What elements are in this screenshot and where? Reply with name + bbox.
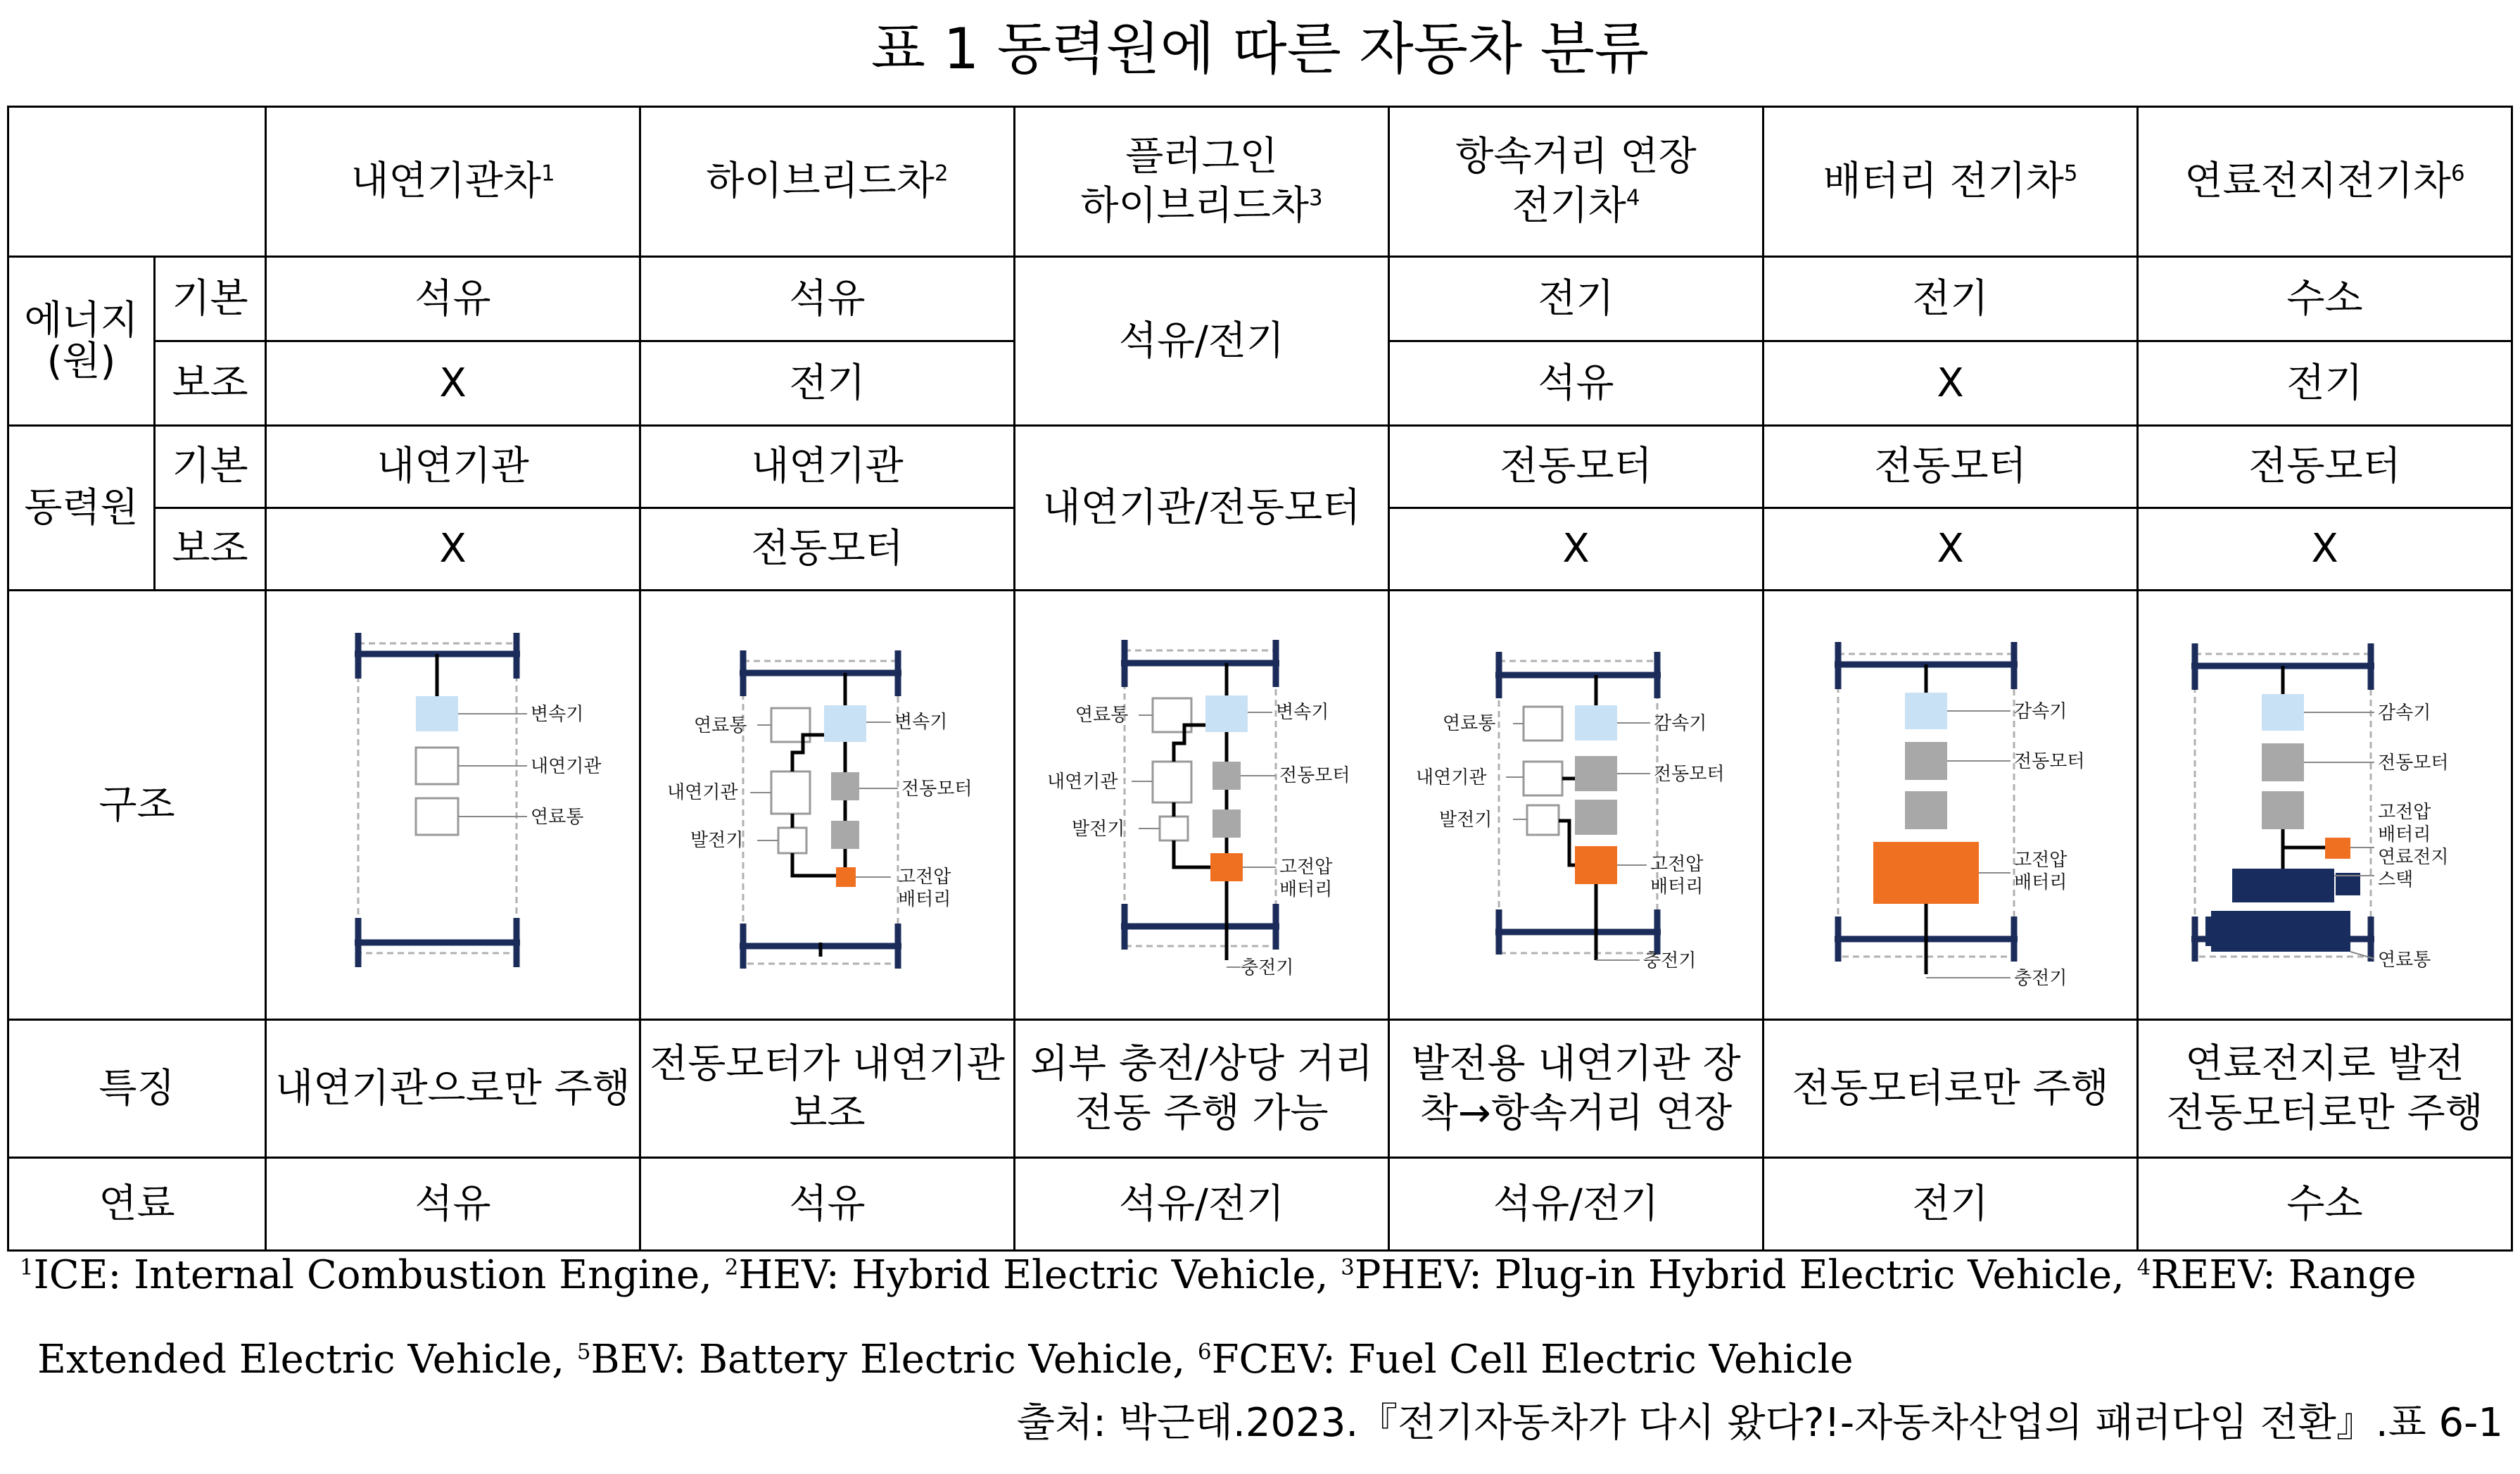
label-hv-battery-2: 배터리 — [2013, 871, 2067, 893]
feature-fcev: 연료전지로 발전 전동모터로만 주행 — [2138, 1020, 2512, 1158]
label-fc-stack-1: 연료전지 — [2377, 846, 2448, 868]
cell-value: 전동모터 — [640, 508, 1015, 591]
energy-basic-row — [8, 257, 2512, 341]
structure-fcev-cell — [2138, 591, 2512, 1020]
label-fuel-tank: 연료통 — [530, 806, 583, 828]
cell-value: 전기 — [2138, 341, 2512, 426]
label-motor: 전동모터 — [1279, 764, 1350, 786]
cell-value: 내연기관 — [266, 426, 640, 508]
cell-value: 석유 — [266, 257, 640, 341]
cell-value: 석유/전기 — [1389, 1158, 1764, 1251]
label-transmission: 변속기 — [1275, 701, 1329, 723]
table-title: 표 1 동력원에 따른 자동차 분류 — [870, 16, 1650, 82]
hev-drivetrain-diagram — [652, 622, 1003, 988]
header-blank-cell — [8, 107, 266, 257]
label-fuel-tank: 연료통 — [1075, 704, 1128, 726]
feature-phev: 외부 충전/상당 거리 전동 주행 가능 — [1015, 1020, 1389, 1158]
cell-value: 수소 — [2138, 257, 2512, 341]
energy-aux-sublabel: 보조 — [155, 341, 266, 426]
power-aux-sublabel: 보조 — [155, 508, 266, 591]
label-fuel-tank: 연료통 — [693, 714, 747, 736]
cell-value: 석유/전기 — [1015, 1158, 1389, 1251]
cell-value: X — [1764, 508, 2138, 591]
cell-value: 석유 — [1389, 341, 1764, 426]
header-fcev: 연료전지전기차$^6$ — [2138, 107, 2512, 257]
power-label: 동력원 — [8, 426, 155, 591]
cell-value: 전기 — [640, 341, 1015, 426]
label-generator: 발전기 — [1071, 818, 1125, 840]
cell-value: X — [1389, 508, 1764, 591]
structure-hev-cell — [640, 591, 1015, 1020]
vehicle-classification-table — [7, 106, 2513, 1252]
label-hv-battery-1: 고전압 — [1650, 853, 1703, 875]
label-generator: 발전기 — [1438, 809, 1492, 831]
cell-value: 수소 — [2138, 1158, 2512, 1251]
cell-value: X — [1764, 341, 2138, 426]
label-fuel-tank: 연료통 — [1442, 712, 1495, 734]
label-hv-battery-2: 배터리 — [1650, 876, 1703, 897]
header-bev: 배터리 전기차$^5$ — [1764, 107, 2138, 257]
power-basic-sublabel: 기본 — [155, 426, 266, 508]
cell-value: 전동모터 — [2138, 426, 2512, 508]
label-hv-battery-2: 배터리 — [1279, 878, 1332, 900]
cell-value: 석유 — [266, 1158, 640, 1251]
ice-drivetrain-diagram — [277, 622, 629, 988]
label-hv-battery-1: 고전압 — [897, 866, 951, 888]
phev-drivetrain-diagram — [1026, 622, 1378, 988]
cell-value: 석유 — [640, 1158, 1015, 1251]
label-hv-battery-1: 고전압 — [1279, 856, 1332, 878]
label-ice: 내연기관 — [1046, 771, 1117, 793]
label-charger: 충전기 — [1642, 950, 1696, 971]
bev-drivetrain-diagram — [1775, 622, 2127, 988]
label-ice: 내연기관 — [530, 755, 601, 777]
cell-value: 석유 — [640, 257, 1015, 341]
structure-phev-cell — [1015, 591, 1389, 1020]
label-motor: 전동모터 — [901, 778, 972, 800]
feature-row — [8, 1020, 2512, 1158]
label-hv-battery-2: 배터리 — [2377, 824, 2431, 845]
energy-label: 에너지 (원) — [8, 257, 155, 426]
cell-value: 전기 — [1764, 1158, 2138, 1251]
header-reev: 항속거리 연장 전기차$^4$ — [1389, 107, 1764, 257]
structure-bev-cell — [1764, 591, 2138, 1020]
label-generator: 발전기 — [690, 829, 743, 851]
energy-basic-sublabel: 기본 — [155, 257, 266, 341]
reev-drivetrain-diagram — [1400, 622, 1752, 988]
header-row — [8, 107, 2512, 257]
label-hv-battery-1: 고전압 — [2377, 801, 2431, 823]
label-charger: 충전기 — [1240, 957, 1293, 978]
header-phev: 플러그인 하이브리드차$^3$ — [1015, 107, 1389, 257]
feature-reev: 발전용 내연기관 장 착→항속거리 연장 — [1389, 1020, 1764, 1158]
source-citation: 출처: 박근태.2023.『전기자동차가 다시 왔다?!-자동차산업의 패러다임 전환』.표 6-1 — [1016, 1400, 2503, 1446]
structure-ice-cell — [266, 591, 640, 1020]
header-hev: 하이브리드차$^2$ — [640, 107, 1015, 257]
feature-bev: 전동모터로만 주행 — [1764, 1020, 2138, 1158]
cell-value: 전기 — [1389, 257, 1764, 341]
label-transmission: 변속기 — [894, 711, 947, 733]
cell-value: 전동모터 — [1389, 426, 1764, 508]
cell-value: 내연기관 — [640, 426, 1015, 508]
label-ice: 내연기관 — [1415, 767, 1486, 788]
cell-value: 석유/전기 — [1015, 257, 1389, 426]
footnotes: $^1$ICE: Internal Combustion Engine, $^2$HEV: Hybrid Electric Vehicle, $^3$PHEV: Plug-in Hybrid Electric Vehicle, $^4$REEV: Range Extended Electric Vehicle, $^5$BEV: Battery Electric Vehicle, $^6$FCEV: Fuel Cell Electric Vehicle — [20, 1252, 2417, 1382]
cell-value: X — [266, 341, 640, 426]
header-ice: 내연기관차$^1$ — [266, 107, 640, 257]
label-hv-battery-1: 고전압 — [2013, 849, 2067, 871]
feature-hev: 전동모터가 내연기관 보조 — [640, 1020, 1015, 1158]
cell-value: 내연기관/전동모터 — [1015, 426, 1389, 591]
label-motor: 전동모터 — [1653, 763, 1724, 785]
cell-value: 전기 — [1764, 257, 2138, 341]
label-reducer: 감속기 — [1653, 712, 1707, 734]
structure-reev-cell — [1389, 591, 1764, 1020]
label-fc-stack-2: 스택 — [2377, 869, 2413, 890]
label-hv-battery-2: 배터리 — [897, 888, 951, 910]
label-charger: 충전기 — [2013, 967, 2067, 988]
label-reducer: 감속기 — [2013, 700, 2067, 722]
cell-value: X — [2138, 508, 2512, 591]
fcev-drivetrain-diagram — [2149, 622, 2501, 988]
fuel-label: 연료 — [8, 1158, 266, 1251]
feature-ice: 내연기관으로만 주행 — [266, 1020, 640, 1158]
label-ice: 내연기관 — [666, 781, 737, 803]
structure-label: 구조 — [8, 591, 266, 1020]
power-basic-row — [8, 426, 2512, 508]
label-transmission: 변속기 — [530, 703, 583, 725]
feature-label: 특징 — [8, 1020, 266, 1158]
structure-row — [8, 591, 2512, 1020]
label-fuel-tank: 연료통 — [2377, 949, 2431, 971]
label-motor: 전동모터 — [2013, 750, 2084, 772]
label-reducer: 감속기 — [2377, 702, 2431, 724]
cell-value: X — [266, 508, 640, 591]
cell-value: 전동모터 — [1764, 426, 2138, 508]
label-motor: 전동모터 — [2377, 752, 2448, 774]
